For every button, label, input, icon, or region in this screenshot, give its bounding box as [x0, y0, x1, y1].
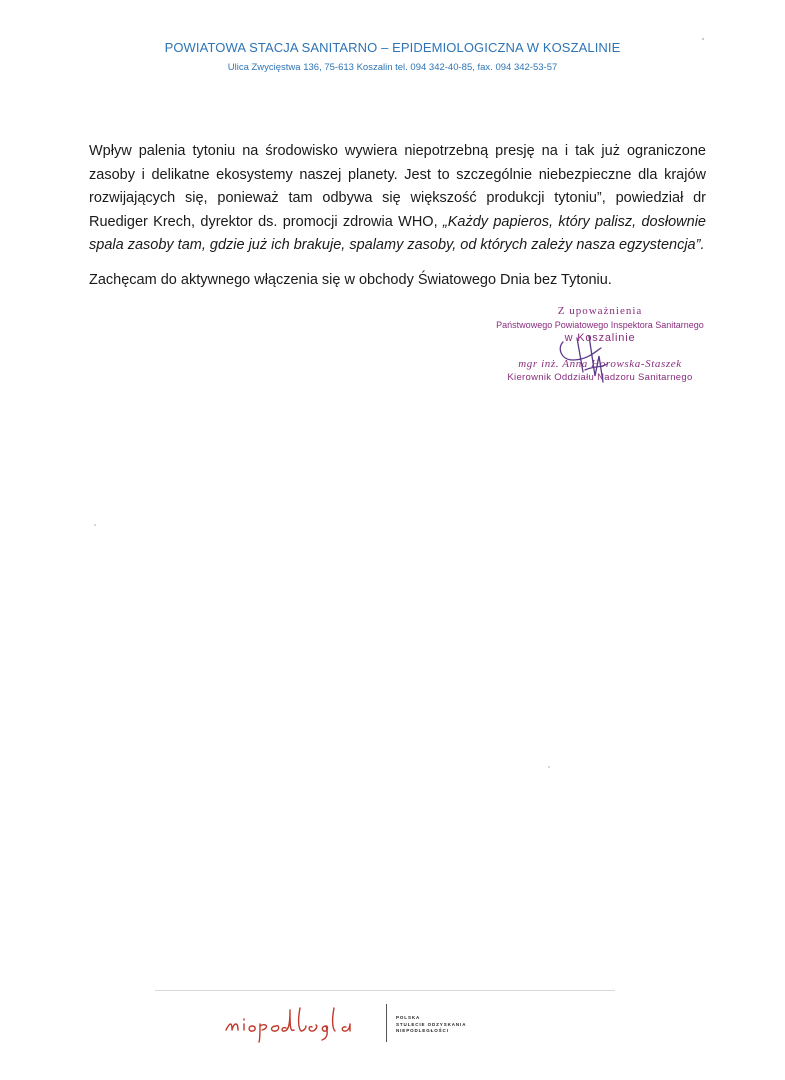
scan-speck — [94, 524, 96, 526]
footer-caption — [396, 1015, 466, 1035]
stamp-signatory-name: mgr inż. Anna Horowska-Staszek — [518, 358, 682, 370]
paragraph-1-text: Wpływ palenia tytoniu na środowisko wywiera niepotrzebną presję na i tak już ograniczone zasoby i delikatne ekosystemy naszej planety. Jest to szczególnie niebezpieczne dla krajów rozwijających się, ponieważ tam odbywa się większość produkcji tytoniu”, powiedział dr Ruediger Krech, dyrektor ds. promocji zdrowia WHO, — [89, 143, 706, 230]
stamp-line-authorization: Z upoważnienia — [557, 305, 643, 317]
stamp-line-city: w Koszalinie — [564, 332, 636, 344]
paragraph-1-quote: „Każdy papieros, który palisz, dosłownie spala zasoby tam, gdzie już ich brakuje, spalamy zasoby, od których zależy nasza egzystencja”. — [89, 213, 706, 253]
footer-caption-line-2: STULECIE ODZYSKANIA — [396, 1021, 467, 1027]
scan-speck — [548, 766, 550, 768]
stamp-line-inspector: Państwowego Powiatowego Inspektora Sanitarnego — [496, 320, 704, 330]
footer-divider-line — [155, 990, 615, 991]
letter-body — [89, 140, 706, 292]
handwritten-signature — [555, 326, 625, 386]
paragraph-1 — [89, 140, 706, 258]
letterhead-title: POWIATOWA STACJA SANITARNO – EPIDEMIOLOGICZNA W KOSZALINIE — [164, 40, 621, 55]
stamp-signatory-role: Kierownik Oddziału Nadzoru Sanitarnego — [507, 372, 693, 383]
scan-speck — [702, 38, 704, 40]
footer-caption-line-1: POLSKA — [396, 1015, 421, 1020]
footer-caption-line-3: NIEPODLEGŁOŚCI — [396, 1028, 449, 1033]
paragraph-2: Zachęcam do aktywnego włączenia się w obchody Światowego Dnia bez Tytoniu. — [89, 271, 612, 288]
footer-logo-divider — [386, 1004, 387, 1042]
letterhead-address: Ulica Zwycięstwa 136, 75-613 Koszalin tel. 094 342-40-85, fax. 094 342-53-57 — [227, 62, 558, 73]
niepodlegla-logo — [222, 1000, 382, 1044]
